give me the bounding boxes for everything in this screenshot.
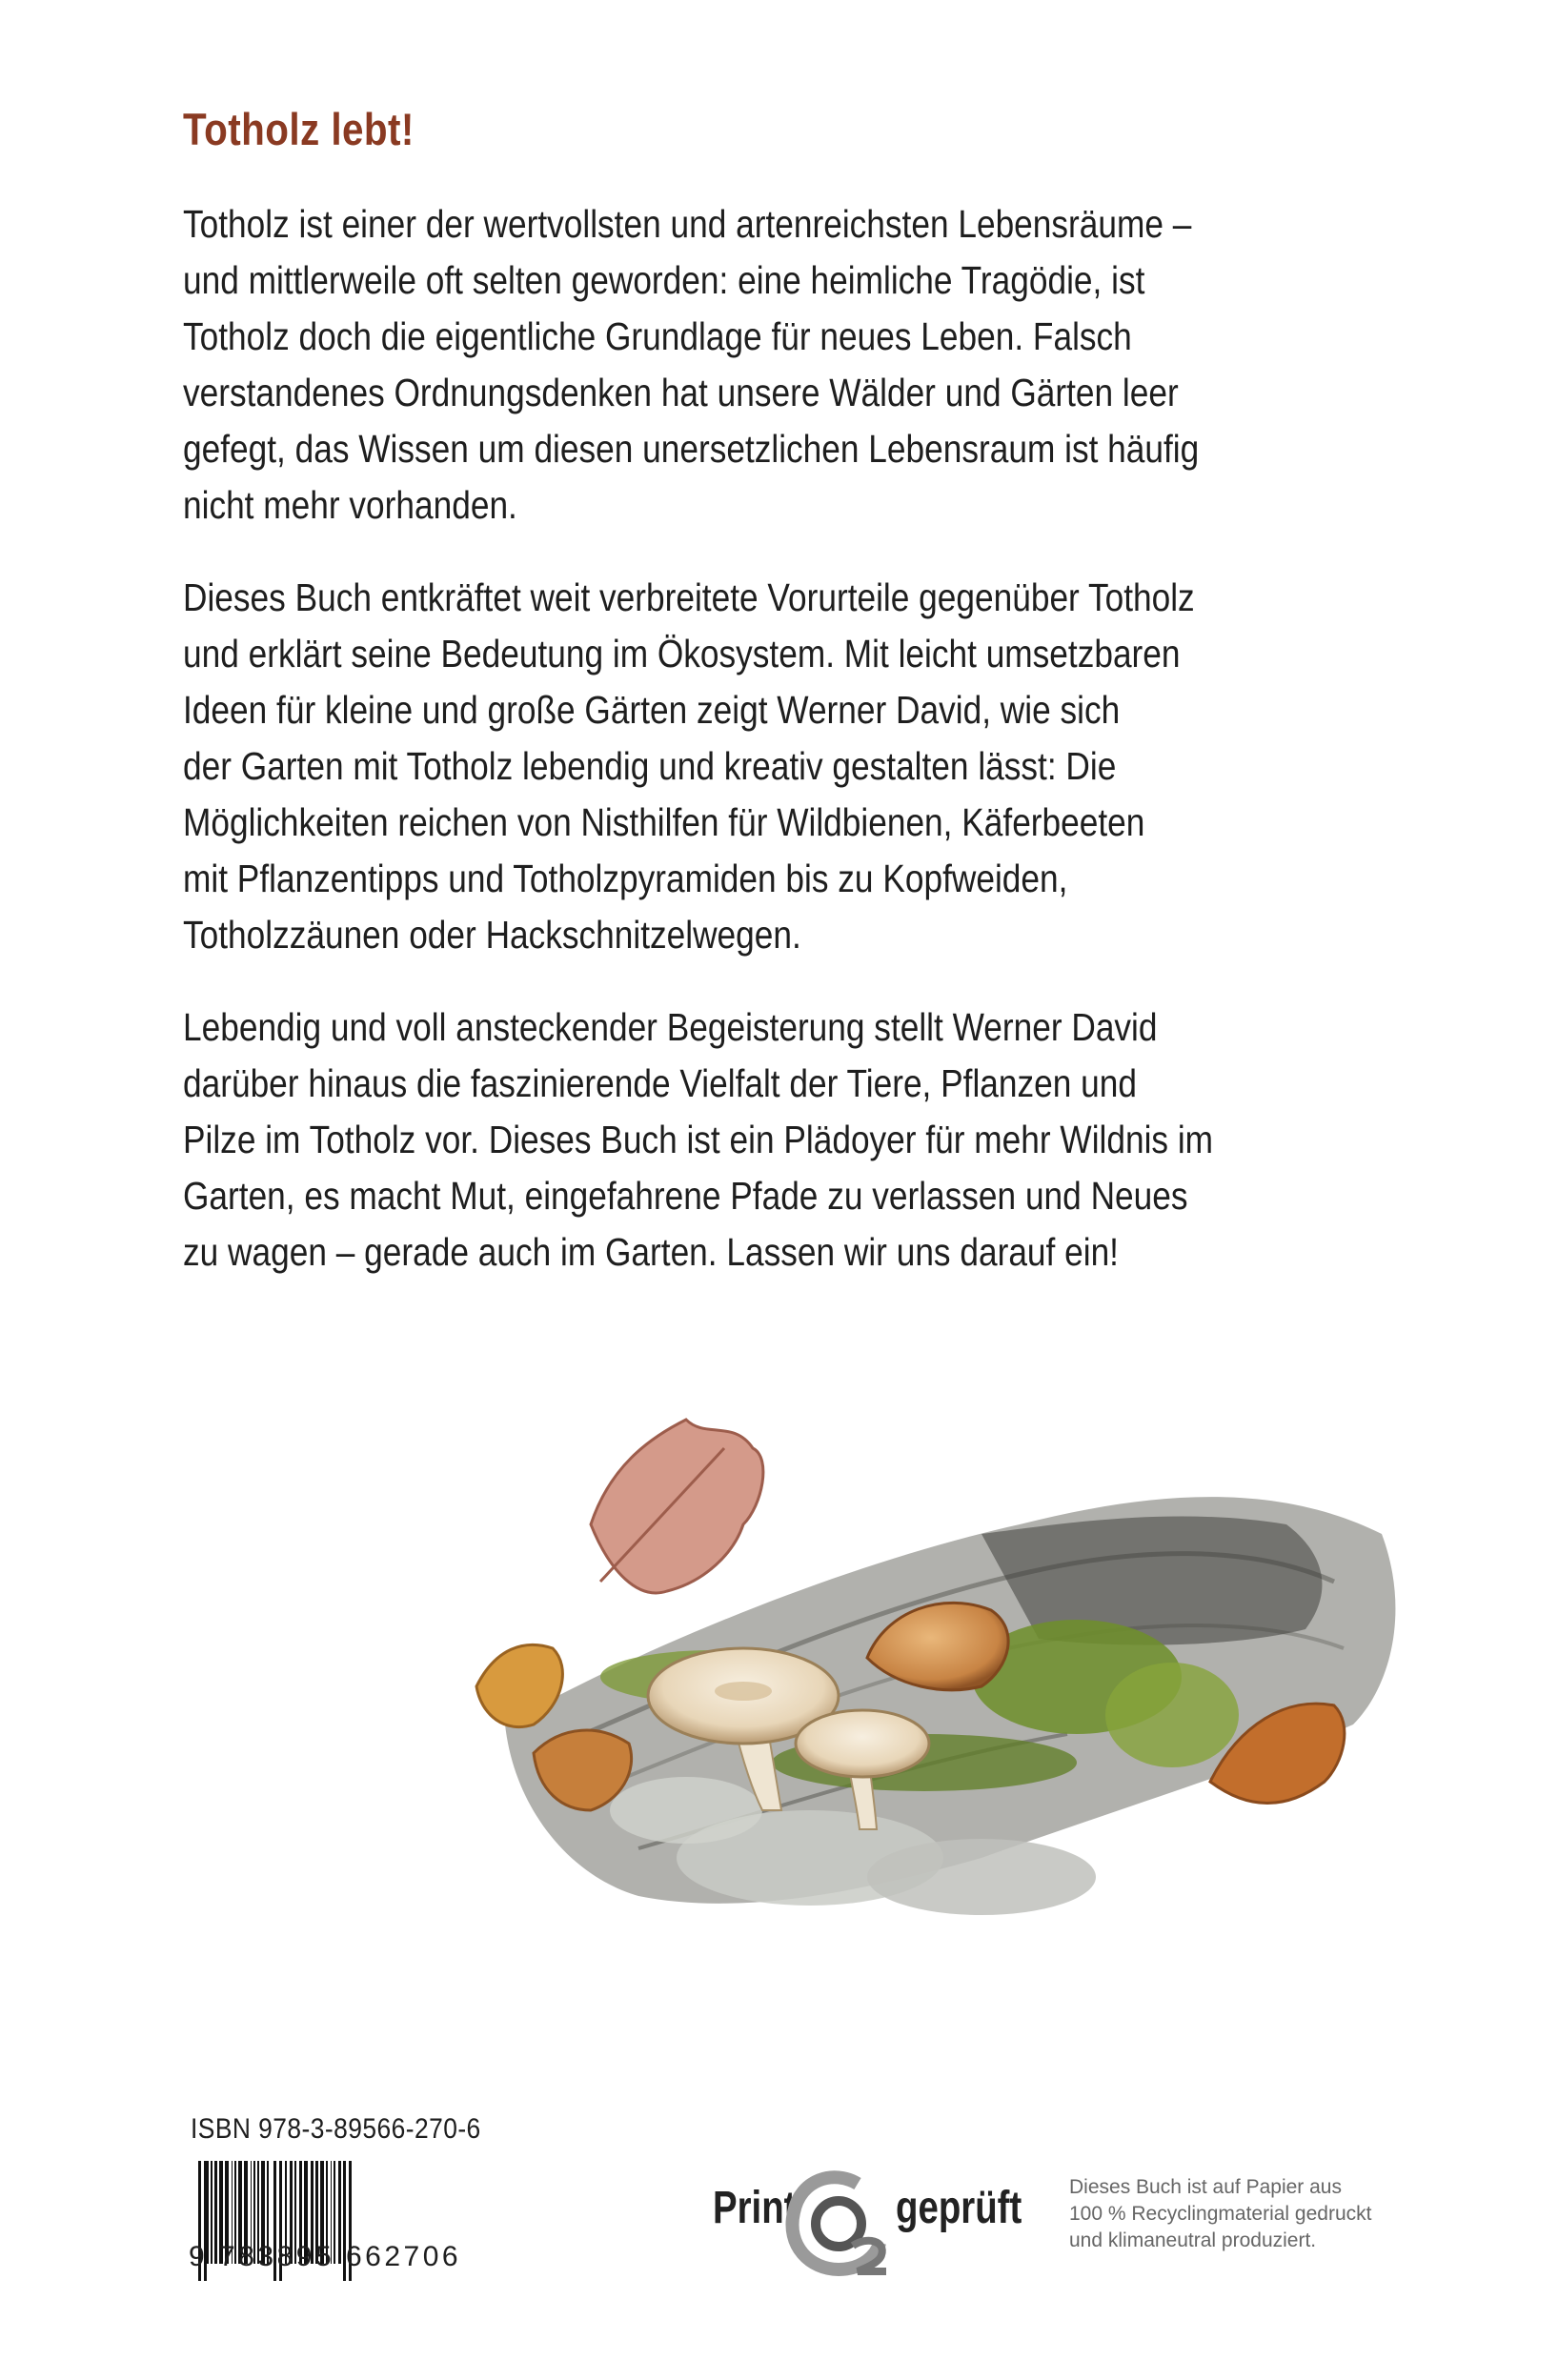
barcode-digits: 9 783895 662706	[189, 2241, 462, 2272]
blurb-paragraph-1	[183, 196, 1216, 534]
text-line: und mittlerweile oft selten geworden: eine heimliche Tragödie, ist	[183, 258, 1145, 302]
text-line: Pilze im Totholz vor. Dieses Buch ist ein Plädoyer für mehr Wildnis im	[183, 1118, 1214, 1161]
logo-word-print: Print	[713, 2183, 797, 2233]
text-line: der Garten mit Totholz lebendig und kreativ gestalten lässt: Die	[183, 744, 1117, 788]
barcode-icon	[187, 2157, 501, 2300]
isbn-label: ISBN 978-3-89566-270-6	[191, 2113, 481, 2145]
blurb-paragraph-3	[183, 999, 1216, 1281]
text-line: darüber hinaus die faszinierende Vielfalt der Tiere, Pflanzen und	[183, 1061, 1137, 1105]
mushroom-deadwood-illustration	[448, 1362, 1439, 2029]
text-line: zu wagen – gerade auch im Garten. Lassen wir uns darauf ein!	[183, 1230, 1119, 1274]
text-line: Lebendig und voll ansteckender Begeisterung stellt Werner David	[183, 1005, 1158, 1049]
cover-title: Totholz lebt!	[183, 104, 415, 154]
text-line: Dieses Buch entkräftet weit verbreitete Vorurteile gegenüber Totholz	[183, 575, 1195, 619]
text-line: Totholz ist einer der wertvollsten und artenreichsten Lebensräume –	[183, 202, 1192, 246]
blurb-text	[183, 196, 1216, 1317]
note-line: und klimaneutral produziert.	[1069, 2229, 1317, 2251]
text-line: nicht mehr vorhanden.	[183, 483, 517, 527]
text-line: Ideen für kleine und große Gärten zeigt Werner David, wie sich	[183, 688, 1121, 732]
text-line: Totholzzäunen oder Hackschnitzelwegen.	[183, 913, 801, 957]
recycling-note	[1069, 2174, 1412, 2254]
blurb-paragraph-2	[183, 570, 1216, 963]
text-line: verstandenes Ordnungsdenken hat unsere Wälder und Gärten leer	[183, 371, 1179, 414]
text-line: mit Pflanzentipps und Totholzpyramiden bis zu Kopfweiden,	[183, 857, 1068, 900]
note-line: Dieses Buch ist auf Papier aus	[1069, 2176, 1342, 2198]
text-line: Möglichkeiten reichen von Nisthilfen für Wildbienen, Käferbeeten	[183, 800, 1145, 844]
text-line: Totholz doch die eigentliche Grundlage für neues Leben. Falsch	[183, 314, 1132, 358]
note-line: 100 % Recyclingmaterial gedruckt	[1069, 2203, 1372, 2225]
logo-word-geprueft: geprüft	[896, 2183, 1022, 2233]
text-line: und erklärt seine Bedeutung im Ökosystem. Mit leicht umsetzbaren	[183, 632, 1181, 676]
text-line: Garten, es macht Mut, eingefahrene Pfade zu verlassen und Neues	[183, 1174, 1188, 1218]
text-line: gefegt, das Wissen um diesen unersetzlichen Lebensraum ist häufig	[183, 427, 1200, 471]
